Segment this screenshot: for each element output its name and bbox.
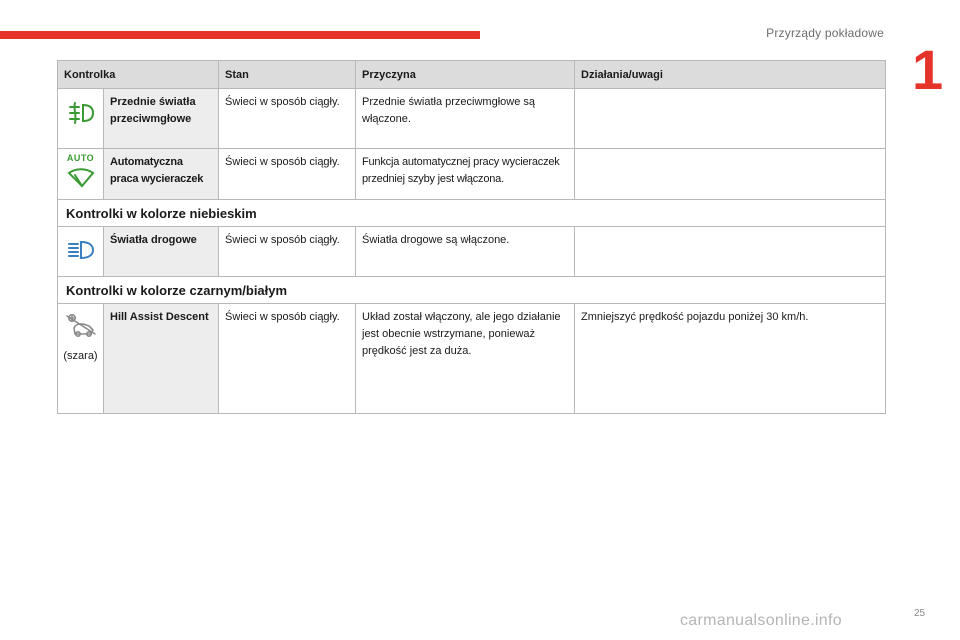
- indicator-state: Świeci w sposób ciągły.: [219, 149, 356, 199]
- indicator-action: [575, 149, 885, 199]
- column-header-przyczyna: Przyczyna: [356, 61, 575, 88]
- section-heading-row: [57, 200, 886, 227]
- indicator-cause: Światła drogowe są włączone.: [356, 227, 575, 276]
- indicator-table: [57, 60, 886, 414]
- indicator-cause: Układ został włączony, ale jego działanie jest obecnie wstrzymane, ponieważ prędkość jest za duża.: [356, 304, 575, 413]
- indicator-name: Światła drogowe: [104, 227, 219, 276]
- indicator-action: [575, 227, 885, 276]
- icon-cell: [58, 149, 104, 199]
- header-accent-bar: [0, 31, 480, 39]
- indicator-cause: Funkcja automatycznej pracy wycieraczek przedniej szyby jest włączona.: [356, 149, 575, 199]
- chapter-number: 1: [912, 38, 944, 101]
- icon-color-note: (szara): [63, 350, 98, 362]
- table-row: [57, 89, 886, 149]
- indicator-action: Zmniejszyć prędkość pojazdu poniżej 30 km/h.: [581, 311, 809, 323]
- indicator-state: Świeci w sposób ciągły.: [219, 304, 356, 413]
- indicator-name: Przednie światła przeciwmgłowe: [104, 89, 219, 148]
- front-fog-lamp-icon: [66, 101, 96, 125]
- table-row: [57, 227, 886, 277]
- section-title: Przyrządy pokładowe: [766, 26, 884, 40]
- indicator-name: Hill Assist Descent: [104, 304, 219, 413]
- column-header-dzialania: Działania/uwagi: [581, 69, 663, 81]
- watermark: carmanualsonline.info: [680, 612, 842, 629]
- indicator-name: Automatyczna praca wycieraczek: [104, 149, 219, 199]
- indicator-state: Świeci w sposób ciągły.: [219, 89, 356, 148]
- page-number: 25: [914, 608, 926, 619]
- section-heading-black-white: Kontrolki w kolorze czarnym/białym: [66, 282, 288, 298]
- high-beam-icon: [66, 239, 96, 261]
- auto-label: AUTO: [66, 153, 95, 163]
- table-row: [57, 304, 886, 414]
- icon-cell: [58, 227, 104, 276]
- section-heading-blue: Kontrolki w kolorze niebieskim: [66, 205, 257, 221]
- indicator-state: Świeci w sposób ciągły.: [219, 227, 356, 276]
- indicator-action: [575, 89, 885, 148]
- table-row: [57, 149, 886, 200]
- indicator-cause: Przednie światła przeciwmgłowe są włączone.: [356, 89, 575, 148]
- section-heading-row: [57, 277, 886, 304]
- hill-descent-icon: [65, 312, 97, 338]
- icon-cell: [58, 304, 104, 413]
- auto-wiper-icon: [66, 167, 96, 189]
- column-header-kontrolka: Kontrolka: [58, 61, 219, 88]
- icon-cell: [58, 89, 104, 148]
- column-header-stan: Stan: [219, 61, 356, 88]
- table-header-row: [57, 61, 886, 89]
